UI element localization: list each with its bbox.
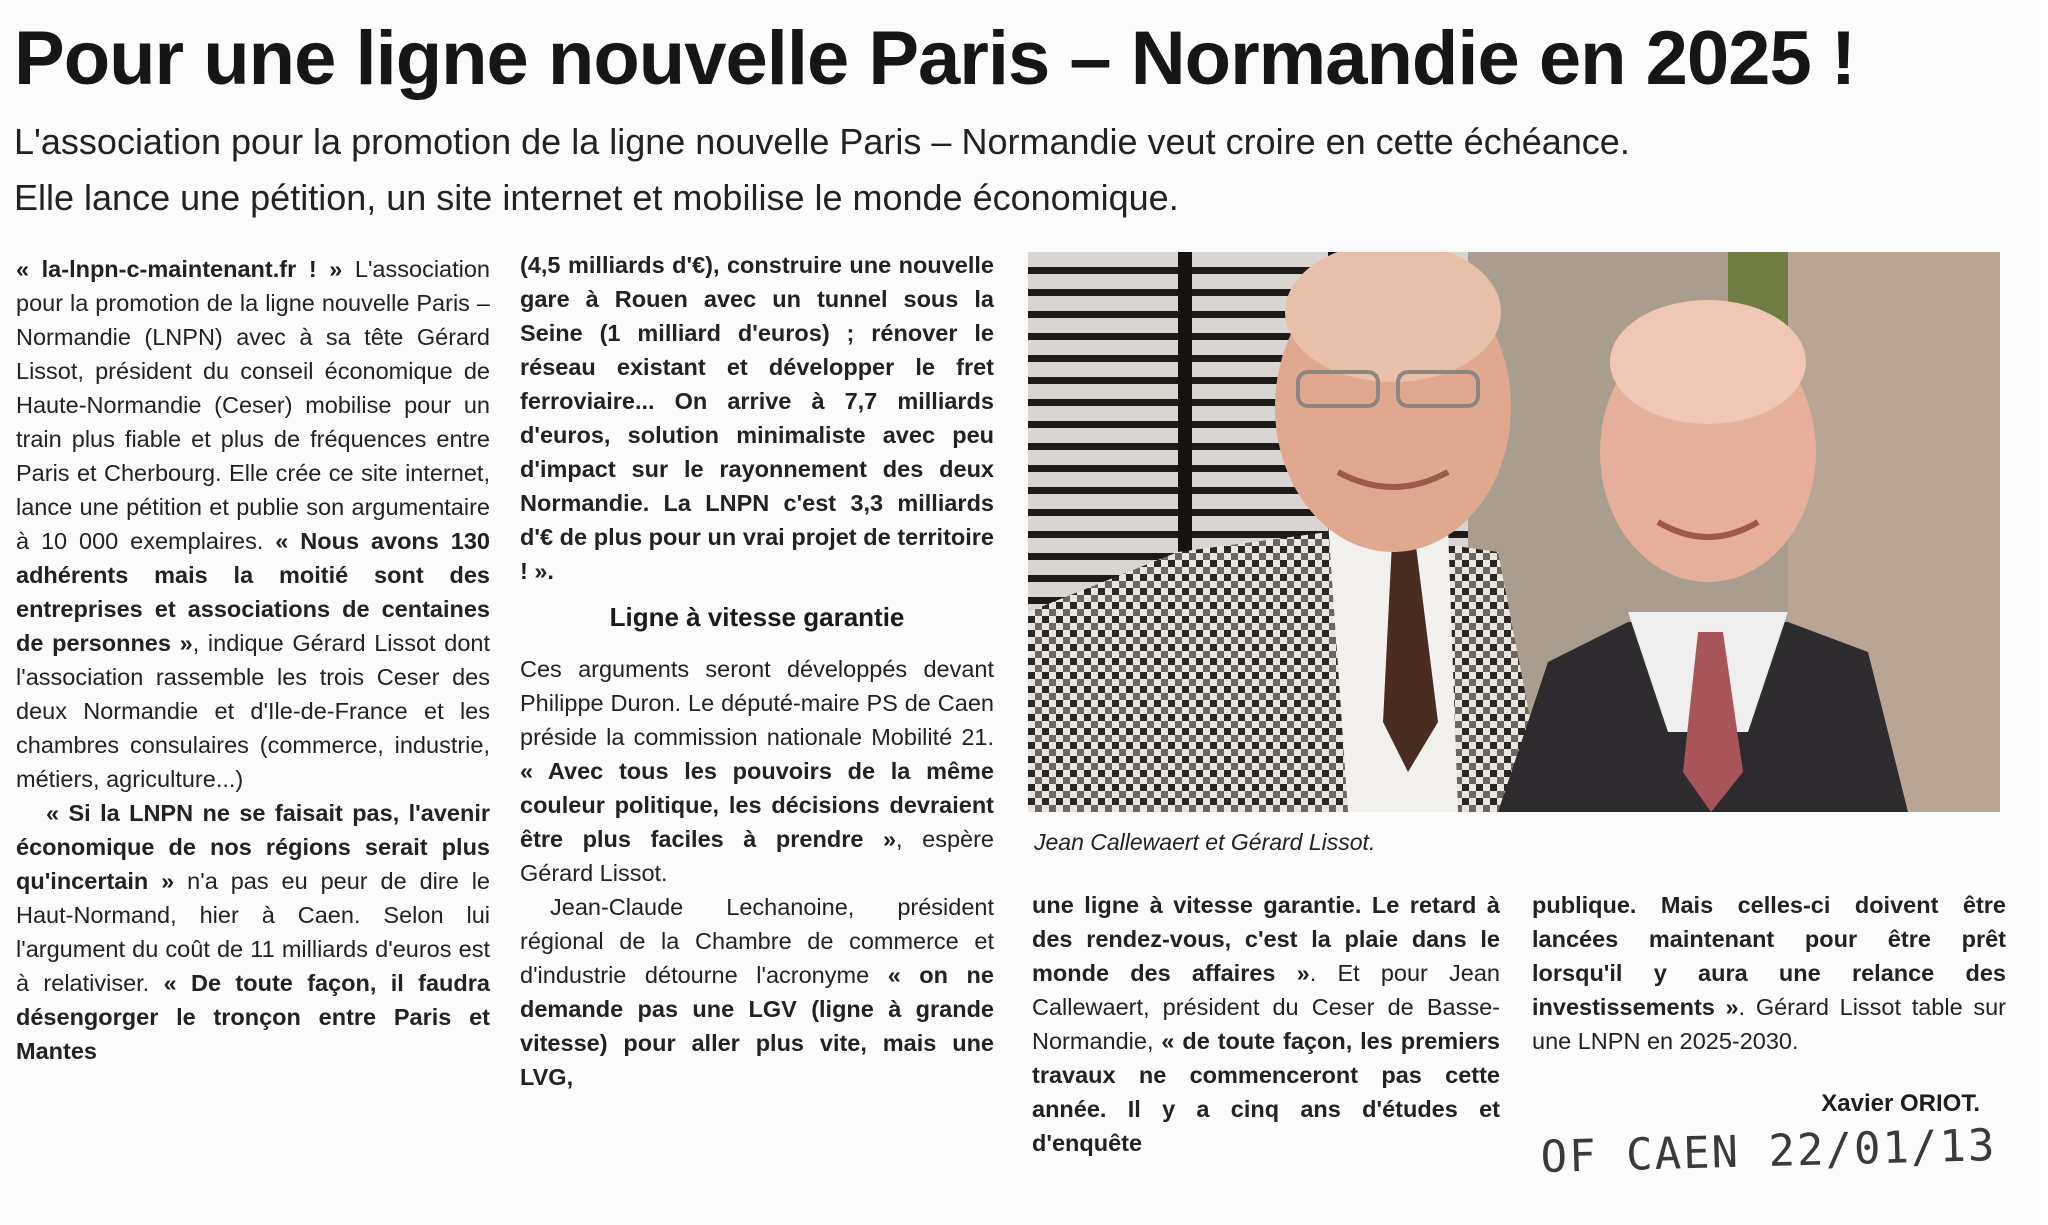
paragraph — [16, 252, 490, 796]
article-photo — [1028, 252, 2000, 812]
headline: Pour une ligne nouvelle Paris – Normandie en 2025 ! — [14, 16, 1856, 101]
bold-quote: « Si la LNPN ne se faisait pas, l'avenir économique de nos régions serait plus qu'incertain » — [16, 800, 490, 894]
body-text: . Et pour Jean Callewaert, président du Ceser de Basse-Normandie, — [1032, 960, 1500, 1054]
bold-quote: « de toute façon, les premiers travaux ne commenceront pas cette année. Il y a cinq ans d'études et d'enquête — [1032, 1028, 1500, 1156]
body-text: n'a pas eu peur de dire le Haut-Normand, hier à Caen. Selon lui l'argument du coût de 11 milliards d'euros est à relativiser. — [16, 868, 491, 996]
photo-caption: Jean Callewaert et Gérard Lissot. — [1034, 829, 1376, 855]
photo-illustration — [1028, 252, 2000, 812]
subheadline-line-1: L'association pour la promotion de la ligne nouvelle Paris – Normandie veut croire en cette échéance. — [14, 121, 1630, 162]
bold-quote: « la-lnpn-c-maintenant.fr ! » — [16, 256, 343, 282]
body-text: L'association pour la promotion de la ligne nouvelle Paris – Normandie (LNPN) avec à sa tête Gérard Lissot, président du conseil économique de Haute-Normandie (Ceser) mobilise pour un train plus fiable et plus de fréquences entre Paris et Cherbourg. Elle crée ce site internet, lance une pétition et publie son argumentaire à 10 000 exemplaires. — [16, 256, 491, 554]
bold-quote: « Nous avons 130 adhérents mais la moitié sont des entreprises et associations de centaines de personnes » — [16, 528, 490, 656]
body-text: Ces arguments seront développés devant Philippe Duron. Le député-maire PS de Caen préside la commission nationale Mobilité 21. — [520, 656, 994, 750]
paragraph — [520, 248, 994, 588]
bold-quote: « De toute façon, il faudra désengorger le tronçon entre Paris et Mantes — [16, 970, 490, 1064]
body-text: , indique Gérard Lissot dont l'association rassemble les trois Ceser des deux Normandie et d'Ile-de-France et les chambres consulaires (commerce, industrie, métiers, agriculture...) — [16, 630, 490, 792]
paragraph — [520, 652, 994, 890]
bold-quote: « on ne demande pas une LGV (ligne à grande vitesse) pour aller plus vite, mais une LVG, — [520, 962, 994, 1090]
bold-quote: (4,5 milliards d'€), construire une nouvelle gare à Rouen avec un tunnel sous la Seine (1 milliard d'euros) ; rénover le réseau existant et développer le fret ferroviaire... On arrive à 7,7 milliards d'euros, solution minimaliste avec peu d'impact sur le rayonnement des deux Normandie. La LNPN c'est 3,3 milliards d'€ de plus pour un vrai projet de territoire ! ». — [520, 252, 994, 584]
paragraph — [520, 890, 994, 1094]
author-signature: Xavier ORIOT. — [1821, 1090, 1980, 1117]
subheadline — [14, 114, 1964, 226]
body-text: . Gérard Lissot table sur une LNPN en 2025-2030. — [1532, 994, 2006, 1054]
body-text: Jean-Claude Lechanoine, président régional de la Chambre de commerce et d'industrie détourne l'acronyme — [520, 894, 994, 988]
bold-quote: une ligne à vitesse garantie. Le retard à des rendez-vous, c'est la plaie dans le monde des affaires » — [1032, 892, 1500, 986]
paragraph — [16, 796, 490, 1068]
paragraph — [1032, 888, 1500, 1160]
article-column-1 — [16, 252, 490, 1068]
page-edge — [2040, 0, 2048, 1225]
article-column-4 — [1532, 888, 2006, 1058]
section-subheading: Ligne à vitesse garantie — [609, 602, 905, 632]
subheadline-line-2: Elle lance une pétition, un site internet et mobilise le monde économique. — [14, 177, 1179, 218]
article-column-3 — [1032, 888, 1500, 1160]
article-column-2 — [520, 248, 994, 1094]
handwritten-source-note: OF CAEN 22/01/13 — [1540, 1120, 1998, 1183]
bold-quote: publique. Mais celles-ci doivent être lancées maintenant pour être prêt lorsqu'il y aura une relance des investissements » — [1532, 892, 2006, 1020]
body-text: , espère Gérard Lissot. — [520, 826, 994, 886]
bold-quote: « Avec tous les pouvoirs de la même couleur politique, les décisions devraient être plus faciles à prendre » — [520, 758, 994, 852]
paragraph — [1532, 888, 2006, 1058]
